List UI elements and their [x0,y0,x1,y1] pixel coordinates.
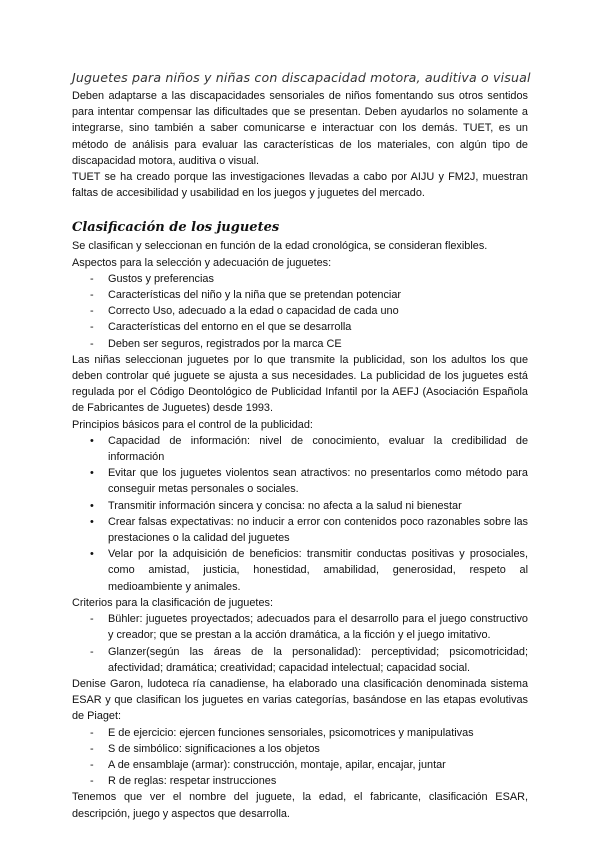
advertising-paragraph: Las niñas seleccionan juguetes por lo que transmite la publicidad, son los adultos los que deben controlar qué juguete se ajusta a sus necesidades. La publicidad de los juguetes está regulada por el Código Deontológico de Publicidad Infantil por la AEFJ (Asociación Española de Fabricantes de Juguetes) desde 1993. [72,353,528,415]
list-item: - Características del entorno en el que se desarrolla [72,319,528,335]
aspects-list [72,271,528,352]
intro-paragraph-2: TUET se ha creado porque las investigaciones llevadas a cabo por AIJU y FM2J, muestran faltas de accesibilidad y usabilidad en los juegos y juguetes del mercado. [72,171,528,200]
list-item: • Velar por la adquisición de beneficios: transmitir conductas positivas y prosociales, como amistad, justicia, honestidad, amabilidad, generosidad, respeto al medioambiente y animales. [72,546,528,595]
list-item: - Deben ser seguros, registrados por la marca CE [72,336,528,352]
esar-list [72,725,528,790]
list-item: - Correcto Uso, adecuado a la edad o capacidad de cada uno [72,303,528,319]
list-item: • Transmitir información sincera y concisa: no afecta a la salud ni bienestar [72,498,528,514]
closing-paragraph: Tenemos que ver el nombre del juguete, la edad, el fabricante, clasificación ESAR, descripción, juego y aspectos que desarrolla. [72,791,528,820]
list-item: • Evitar que los juguetes violentos sean atractivos: no presentarlos como método para conseguir metas personales o sociales. [72,465,528,497]
list-item: - A de ensamblaje (armar): construcción, montaje, apilar, encajar, juntar [72,757,528,773]
list-item: • Crear falsas expectativas: no inducir a error con contenidos poco razonables sobre las prestaciones o la calidad del juguetes [72,514,528,546]
principles-list [72,433,528,595]
classification-intro: Se clasifican y seleccionan en función de la edad cronológica, se consideran flexibles. [72,240,488,253]
list-item: - S de simbólico: significaciones a los objetos [72,741,528,757]
criteria-title: Criterios para la clasificación de juguetes: [72,596,273,609]
list-item: - Bühler: juguetes proyectados; adecuados para el desarrollo para el juego constructivo y creador; que se prestan a la acción dramática, a la ficción y el juego imitativo. [72,611,528,643]
criteria-list [72,611,528,676]
document-title: Juguetes para niños y niñas con discapacidad motora, auditiva o visual [72,70,531,85]
list-item: - Gustos y preferencias [72,271,528,287]
section-heading-clasificacion: Clasificación de los juguetes [72,220,280,236]
list-item: - Características del niño y la niña que se pretendan potenciar [72,287,528,303]
aspects-title: Aspectos para la selección y adecuación de juguetes: [72,256,332,269]
list-item: • Capacidad de información: nivel de conocimiento, evaluar la credibilidad de información [72,433,528,465]
list-item: - Glanzer(según las áreas de la personalidad): perceptividad; psicomotricidad; afectividad; dramática; creatividad; capacidad intelectual; capacidad social. [72,644,528,676]
esar-paragraph: Denise Garon, ludoteca ría canadiense, ha elaborado una clasificación denominada sistema ESAR y que clasifican los juguetes en varias categorías, basándose en las etapas evolutivas de Piaget: [72,677,528,723]
intro-paragraph-1: Deben adaptarse a las discapacidades sensoriales de niños fomentando sus otros sentidos para intentar compensar las dificultades que se presentan. Deben ayudarlos no solamente a integrarse, sino también a saber comunicarse e interactuar con los demás. TUET, es un método de análisis para evaluar las características de los materiales, con algún tipo de discapacidad motora, auditiva o visual. [72,90,528,167]
list-item: - R de reglas: respetar instrucciones [72,773,528,789]
principles-title: Principios básicos para el control de la publicidad: [72,418,313,431]
document-page [72,70,531,822]
list-item: - E de ejercicio: ejercen funciones sensoriales, psicomotrices y manipulativas [72,725,528,741]
